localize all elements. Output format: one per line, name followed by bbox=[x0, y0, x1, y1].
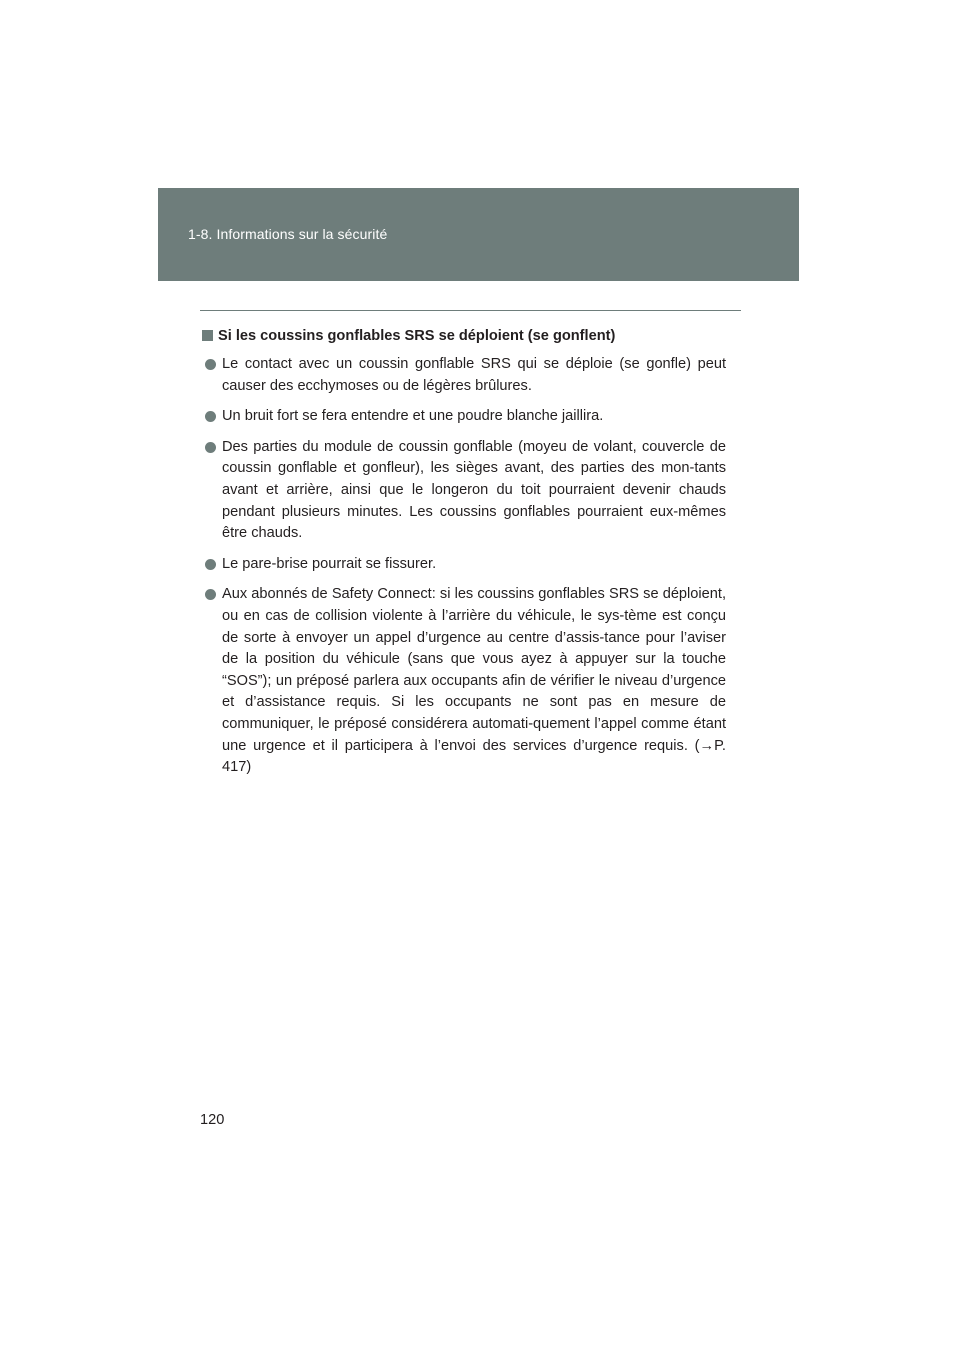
list-item-text: Le pare-brise pourrait se fissurer. bbox=[222, 555, 437, 572]
page-number: 120 bbox=[200, 1112, 225, 1128]
list-item-text: Un bruit fort se fera entendre et une poudre blanche jaillira. bbox=[222, 408, 604, 425]
list-item-text: Aux abonnés de Safety Connect: si les coussins gonflables SRS se déploient, ou en cas de collision violente à l’arrière du véhicule, le sys-tème est conçu de sorte à envoyer un appel d’urgence au centre d’assis-tance pour l’aviser de la position du véhicule (sans que vous ayez à appuyer sur la touche “SOS”); un préposé parlera aux occupants afin de vérifier le niveau d’urgence et d’assistance requis. Si les occupants ne sont pas en mesure de communiquer, le préposé considérera automati-quement l’appel comme étant une urgence et il participera à l’envoi des services d’urgence requis. (→P. 417) bbox=[222, 586, 726, 776]
page-content bbox=[202, 325, 726, 788]
list-item bbox=[202, 554, 726, 576]
circle-bullet-icon bbox=[205, 559, 216, 570]
section-heading bbox=[202, 325, 726, 347]
section-label: 1-8. Informations sur la sécurité bbox=[188, 226, 388, 242]
circle-bullet-icon bbox=[205, 411, 216, 422]
section-heading-text: Si les coussins gonflables SRS se déploient (se gonflent) bbox=[218, 328, 616, 344]
circle-bullet-icon bbox=[205, 359, 216, 370]
header-divider bbox=[200, 310, 741, 311]
circle-bullet-icon bbox=[205, 442, 216, 453]
list-item bbox=[202, 406, 726, 428]
list-item bbox=[202, 437, 726, 545]
list-item-text: Des parties du module de coussin gonflable (moyeu de volant, couvercle de coussin gonflable et gonfleur), les sièges avant, des parties des mon-tants avant et arrière, ainsi que le longeron du toit pourraient devenir chauds pendant plusieurs minutes. Les coussins gonflables pourraient eux-mêmes être chauds. bbox=[222, 438, 726, 542]
section-header-band bbox=[158, 188, 799, 281]
list-item bbox=[202, 584, 726, 778]
circle-bullet-icon bbox=[205, 589, 216, 600]
list-item-text: Le contact avec un coussin gonflable SRS qui se déploie (se gonfle) peut causer des ecchymoses ou de légères brûlures. bbox=[222, 356, 726, 394]
list-item bbox=[202, 354, 726, 397]
square-bullet-icon bbox=[202, 330, 213, 341]
